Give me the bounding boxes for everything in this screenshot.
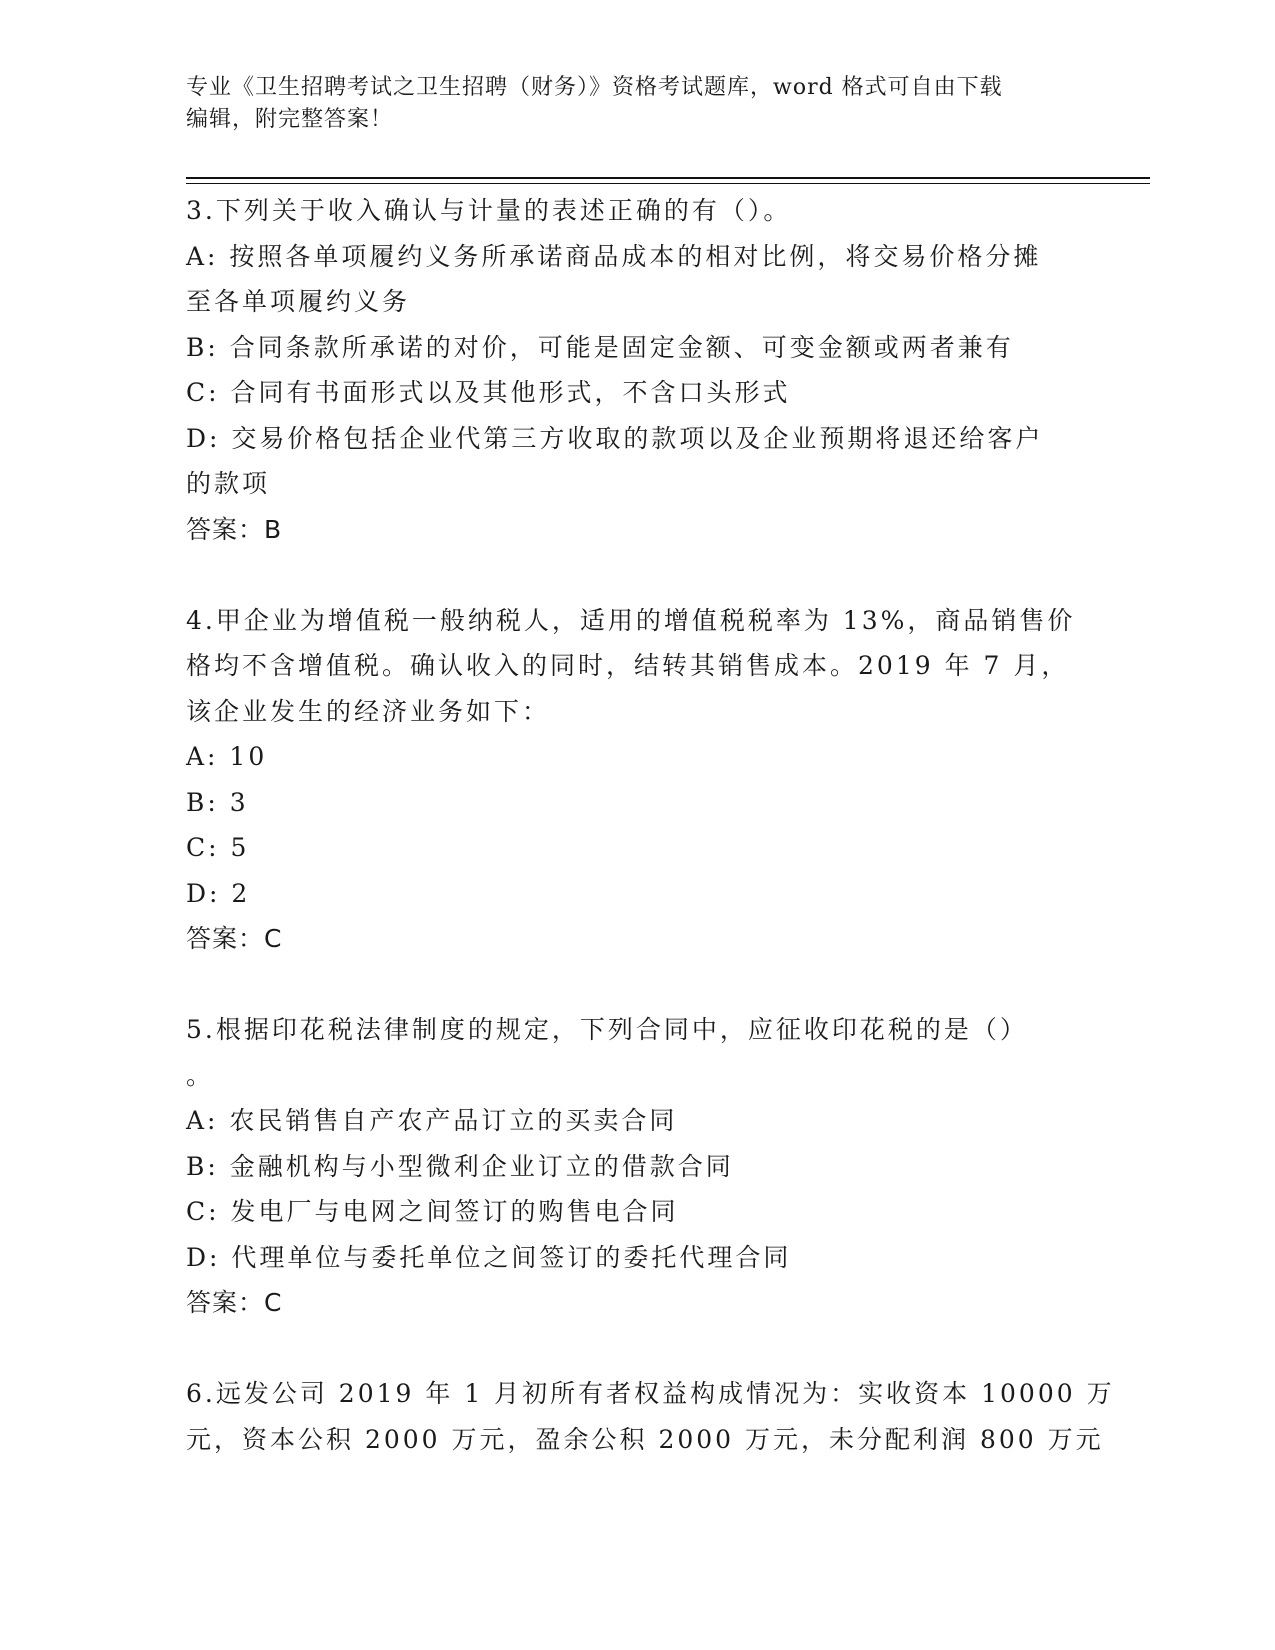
option-d-continued: 的款项 xyxy=(186,469,271,498)
question-6 xyxy=(186,1371,1115,1462)
answer: 答案：B xyxy=(186,514,283,544)
header-rule-thick xyxy=(186,177,1150,179)
header-rule-thin xyxy=(186,183,1150,184)
option-b: B: 3 xyxy=(186,787,249,817)
question-list xyxy=(186,188,1115,1462)
option-d: D: 2 xyxy=(186,878,251,908)
document-header xyxy=(186,72,1066,136)
answer: 答案：C xyxy=(186,1288,283,1317)
question-stem: 5.根据印花税法律制度的规定，下列合同中，应征收印花税的是（） xyxy=(186,1015,1028,1044)
answer: 答案：C xyxy=(186,924,283,953)
option-d: D: 交易价格包括企业代第三方收取的款项以及企业预期将退还给客户 xyxy=(186,423,1044,453)
question-stem-continued: 该企业发生的经济业务如下： xyxy=(186,696,551,726)
option-b: B: 金融机构与小型微利企业订立的借款合同 xyxy=(186,1151,734,1181)
question-stem-continued: 格均不含增值税。确认收入的同时，结转其销售成本。2019 年 7 月， xyxy=(186,651,1070,680)
question-3 xyxy=(186,188,1076,552)
spacer xyxy=(186,552,1076,598)
question-5 xyxy=(186,1007,1076,1326)
question-stem-continued: 。 xyxy=(186,1060,215,1090)
option-c: C: 发电厂与电网之间签订的购售电合同 xyxy=(186,1197,679,1226)
header-line-1: 专业《卫生招聘考试之卫生招聘（财务）》资格考试题库，word 格式可自由下载 xyxy=(186,75,1003,100)
question-stem: 6.远发公司 2019 年 1 月初所有者权益构成情况为：实收资本 10000 万 xyxy=(186,1379,1115,1408)
option-b: B: 合同条款所承诺的对价，可能是固定金额、可变金额或两者兼有 xyxy=(186,332,1014,362)
header-line-2: 编辑，附完整答案！ xyxy=(186,107,394,132)
option-c: C: 合同有书面形式以及其他形式，不含口头形式 xyxy=(186,378,791,407)
question-4 xyxy=(186,598,1076,962)
option-d: D: 代理单位与委托单位之间签订的委托代理合同 xyxy=(186,1242,792,1272)
option-a: A: 按照各单项履约义务所承诺商品成本的相对比例，将交易价格分摊 xyxy=(186,241,1042,271)
option-a: A: 农民销售自产农产品订立的买卖合同 xyxy=(186,1106,678,1135)
option-c: C: 5 xyxy=(186,833,250,862)
question-stem: 4.甲企业为增值税一般纳税人，适用的增值税税率为 13%，商品销售价 xyxy=(186,605,1076,635)
question-stem-continued: 元，资本公积 2000 万元，盈余公积 2000 万元，未分配利润 800 万元 xyxy=(186,1424,1104,1454)
spacer xyxy=(186,1326,1076,1372)
question-stem: 3.下列关于收入确认与计量的表述正确的有（）。 xyxy=(186,196,792,225)
option-a-continued: 至各单项履约义务 xyxy=(186,287,411,316)
spacer xyxy=(186,962,1076,1008)
option-a: A: 10 xyxy=(186,742,268,771)
